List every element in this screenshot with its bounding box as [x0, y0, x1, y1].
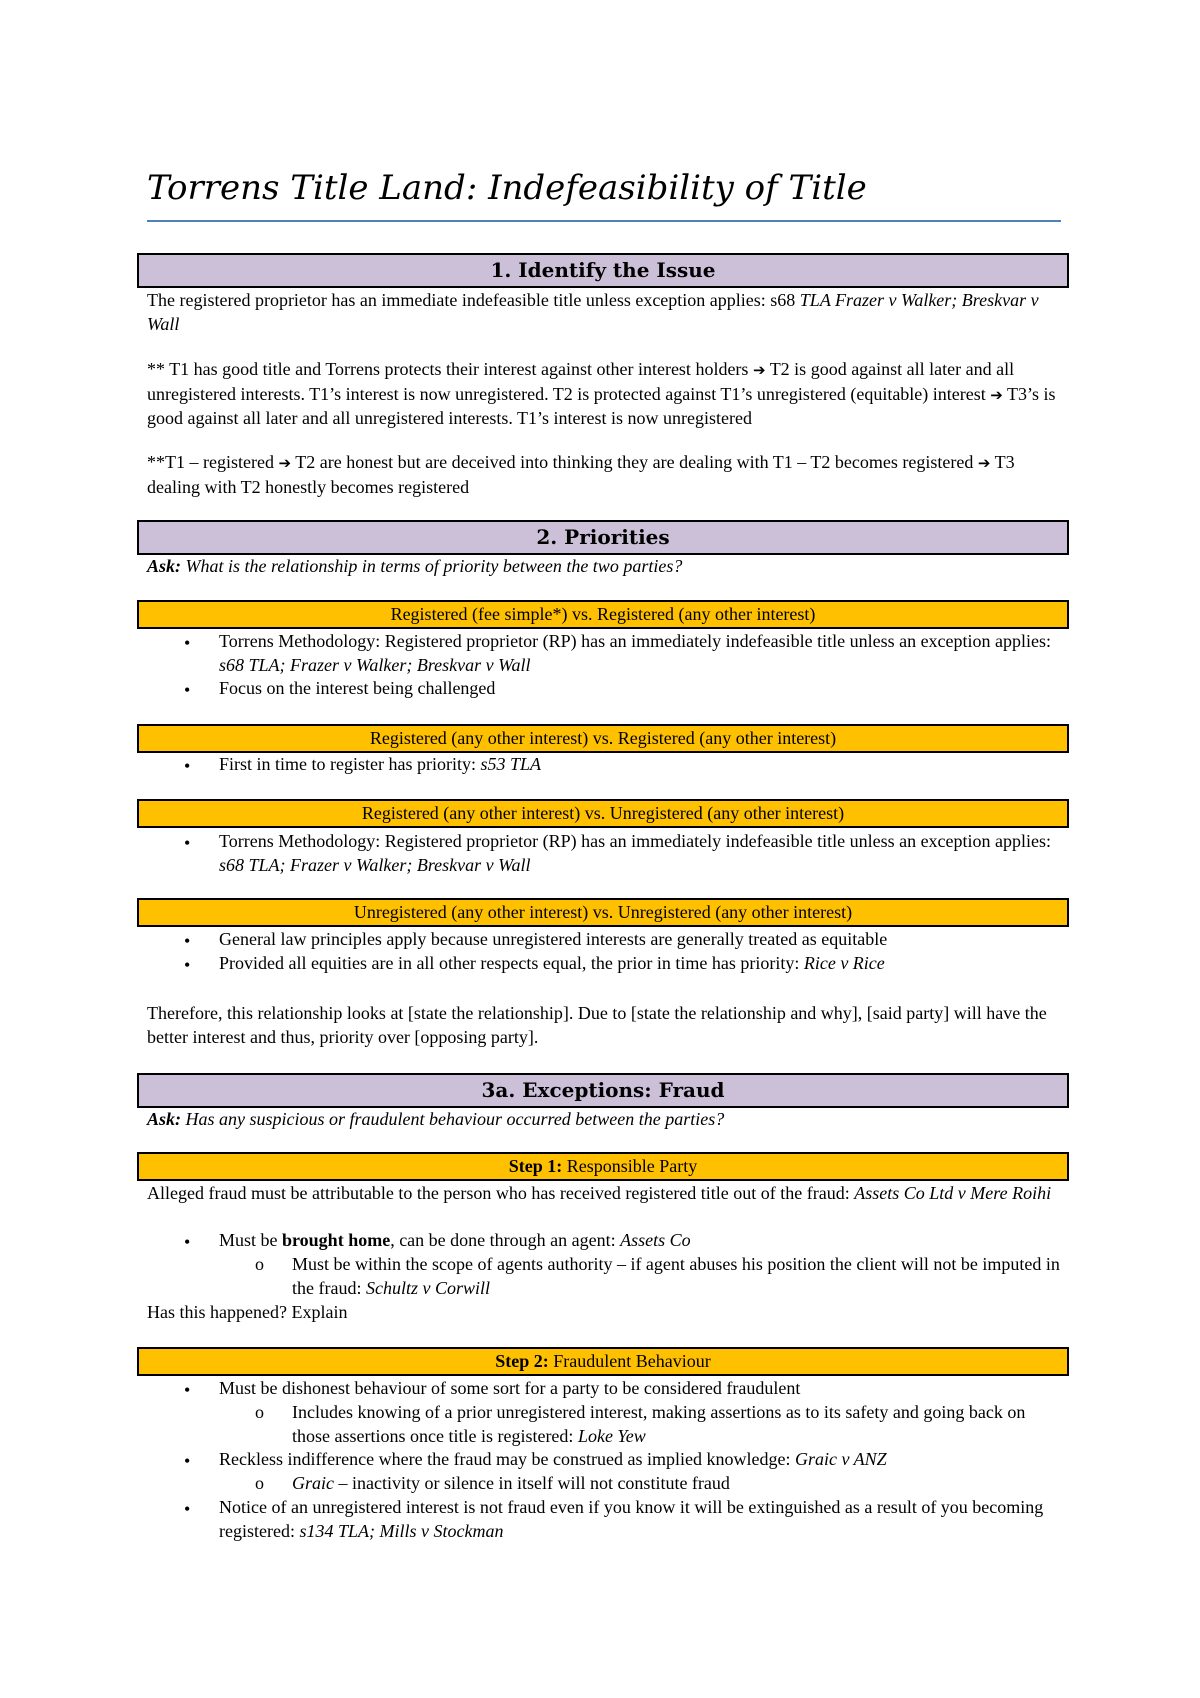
list-item: Provided all equities are in all other respects equal, the prior in time has priority: Rice v Rice — [219, 953, 885, 973]
list-item: Must be brought home, can be done through an agent: Assets Co — [219, 1230, 691, 1250]
title-underline — [147, 220, 1061, 222]
bullet-icon: • — [184, 1380, 191, 1400]
sub-list-item: Must be within the scope of agents authority – if agent abuses his position the client will not be imputed in the fraud: Schultz v Corwill — [292, 1254, 1060, 1298]
bullet-icon: • — [184, 833, 191, 853]
subheader-step-2-fraudulent-behaviour: Step 2: Fraudulent Behaviour — [137, 1347, 1069, 1376]
list-item: Must be dishonest behaviour of some sort for a party to be considered fraudulent — [219, 1378, 801, 1398]
subheader-registered-vs-registered-fee-simple: Registered (fee simple*) vs. Registered (any other interest) — [137, 600, 1069, 629]
step1-closing: Has this happened? Explain — [147, 1302, 348, 1322]
list-item: Notice of an unregistered interest is not fraud even if you know it will be extinguished as a result of you becoming registered: s134 TLA; Mills v Stockman — [219, 1497, 1044, 1541]
sub-list-item: Includes knowing of a prior unregistered interest, making assertions as to its safety and going back on those assertions once title is registered: Loke Yew — [292, 1402, 1026, 1446]
sub-bullet-icon: o — [255, 1473, 264, 1493]
arrow-icon: ➔ — [977, 454, 991, 472]
issue-example-paragraph: **T1 – registered ➔ T2 are honest but are deceived into thinking they are dealing with T1 – T2 becomes registered ➔ T3 dealing with T2 honestly becomes registered — [147, 452, 1015, 497]
priorities-conclusion: Therefore, this relationship looks at [state the relationship]. Due to [state the relationship and why], [said party] will have the better interest and thus, priority over [opposing party]. — [147, 1003, 1047, 1047]
arrow-icon: ➔ — [752, 361, 766, 379]
section-header-identify-issue: 1. Identify the Issue — [137, 253, 1069, 288]
issue-explanation-paragraph: ** T1 has good title and Torrens protects their interest against other interest holders ➔ T2 is good against all later and all unregistered interests. T1’s interest is now unregistered. T2 is protected against T1’s unregistered (equitable) interest ➔ T3’s is good against all later and all unregistered interests. T1’s interest is now unregistered — [147, 359, 1056, 428]
list-item: Torrens Methodology: Registered proprietor (RP) has an immediately indefeasible title unless an exception applies: s68 TLA; Frazer v Walker; Breskvar v Wall — [219, 631, 1052, 675]
section-header-exceptions-fraud: 3a. Exceptions: Fraud — [137, 1073, 1069, 1108]
bullet-icon: • — [184, 931, 191, 951]
list-item: General law principles apply because unregistered interests are generally treated as equitable — [219, 929, 888, 949]
subheader-step-1-responsible-party: Step 1: Responsible Party — [137, 1152, 1069, 1181]
list-item: Focus on the interest being challenged — [219, 678, 496, 698]
bullet-icon: • — [184, 680, 191, 700]
bullet-icon: • — [184, 1451, 191, 1471]
subheader-registered-vs-unregistered: Registered (any other interest) vs. Unregistered (any other interest) — [137, 799, 1069, 828]
section-header-priorities: 2. Priorities — [137, 520, 1069, 555]
bullet-icon: • — [184, 1499, 191, 1519]
arrow-icon: ➔ — [278, 454, 292, 472]
list-item: Reckless indifference where the fraud may be construed as implied knowledge: Graic v ANZ — [219, 1449, 887, 1469]
bullet-icon: • — [184, 955, 191, 975]
list-item: First in time to register has priority: s53 TLA — [219, 754, 541, 774]
sub-list-item: Graic – inactivity or silence in itself will not constitute fraud — [292, 1473, 730, 1493]
sub-bullet-icon: o — [255, 1402, 264, 1422]
fraud-ask: Ask: Has any suspicious or fraudulent behaviour occurred between the parties? — [147, 1109, 725, 1129]
bullet-icon: • — [184, 1232, 191, 1252]
step1-paragraph: Alleged fraud must be attributable to the person who has received registered title out of the fraud: Assets Co Ltd v Mere Roihi — [147, 1183, 1052, 1203]
bullet-icon: • — [184, 756, 191, 776]
issue-paragraph: The registered proprietor has an immediate indefeasible title unless exception applies: s68 TLA Frazer v Walker; Breskvar v Wall — [147, 290, 1039, 334]
subheader-registered-vs-registered-other: Registered (any other interest) vs. Registered (any other interest) — [137, 724, 1069, 753]
sub-bullet-icon: o — [255, 1254, 264, 1274]
subheader-unregistered-vs-unregistered: Unregistered (any other interest) vs. Unregistered (any other interest) — [137, 898, 1069, 927]
list-item: Torrens Methodology: Registered proprietor (RP) has an immediately indefeasible title unless an exception applies: s68 TLA; Frazer v Walker; Breskvar v Wall — [219, 831, 1052, 875]
arrow-icon: ➔ — [990, 385, 1003, 404]
priorities-ask: Ask: What is the relationship in terms of priority between the two parties? — [147, 556, 683, 576]
page-title: Torrens Title Land: Indefeasibility of Title — [147, 168, 867, 208]
bullet-icon: • — [184, 633, 191, 653]
